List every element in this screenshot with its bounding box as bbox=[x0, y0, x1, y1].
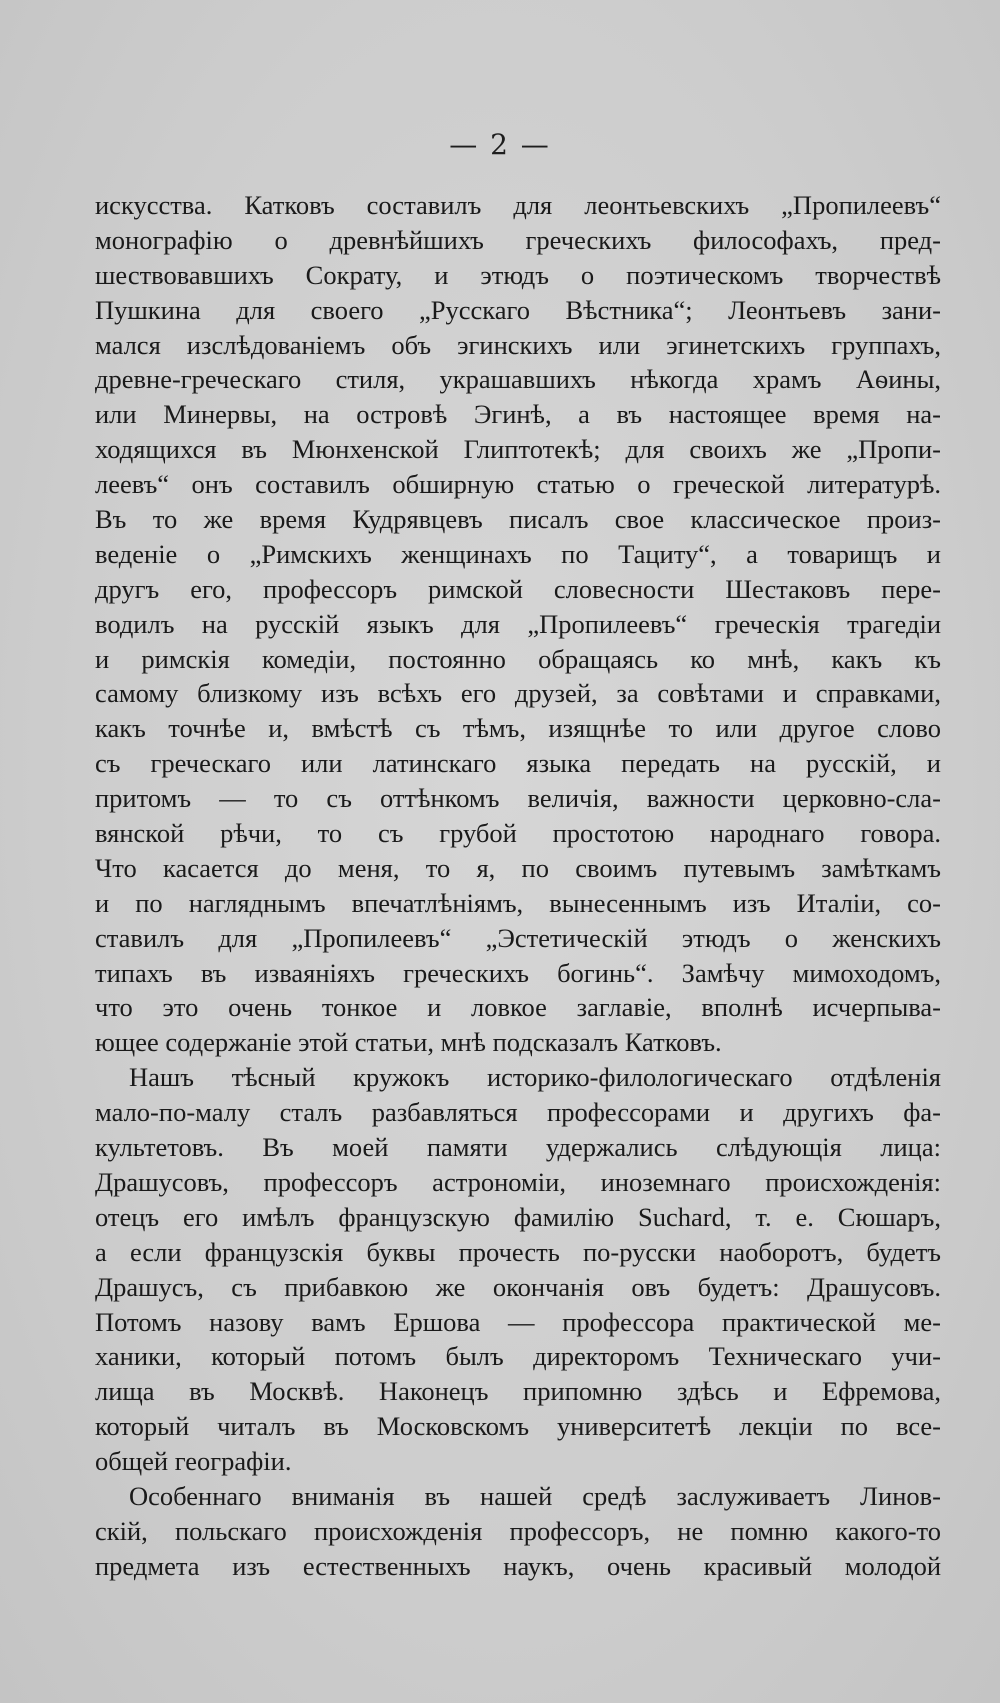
page-number: — 2 — bbox=[449, 128, 551, 161]
text-line: какъ точнѣе и, вмѣстѣ съ тѣмъ, изящнѣе то или другое слово bbox=[95, 713, 941, 744]
text-line: Драшусъ, съ прибавкою же окончанія овъ будетъ: Драшусовъ. bbox=[95, 1271, 941, 1302]
text-line: мало-по-малу сталъ разбавляться профессорами и другихъ фа- bbox=[95, 1097, 941, 1128]
text-line: ходящихся въ Мюнхенской Глиптотекѣ; для своихъ же „Пропи- bbox=[95, 434, 941, 465]
text-line: лища въ Москвѣ. Наконецъ припомню здѣсь и Ефремова, bbox=[95, 1376, 941, 1407]
text-line: общей географіи. bbox=[95, 1446, 292, 1477]
text-line: отецъ его имѣлъ французскую фамилію Suchard, т. е. Сюшаръ, bbox=[95, 1201, 941, 1232]
text-line: Потомъ назову вамъ Ершова — профессора практической ме- bbox=[95, 1306, 941, 1337]
body-text bbox=[95, 188, 941, 1584]
text-line: притомъ — то съ оттѣнкомъ величія, важности церковно-сла- bbox=[95, 783, 941, 814]
text-line: ханики, который потомъ былъ директоромъ Техническаго учи- bbox=[95, 1341, 941, 1372]
text-line: ставилъ для „Пропилеевъ“ „Эстетическій этюдъ о женскихъ bbox=[95, 922, 941, 953]
text-line: Драшусовъ, профессоръ астрономіи, иноземнаго происхожденія: bbox=[95, 1166, 941, 1197]
text-line: Въ то же время Кудрявцевъ писалъ свое классическое произ- bbox=[95, 504, 941, 535]
text-line: который читалъ въ Московскомъ университетѣ лекціи по все- bbox=[95, 1411, 941, 1442]
text-line: шествовавшихъ Сократу, и этюдъ о поэтическомъ творчествѣ bbox=[95, 259, 941, 290]
text-line: а если французскія буквы прочесть по-русски наоборотъ, будетъ bbox=[95, 1236, 941, 1267]
text-line: что это очень тонкое и ловкое заглавіе, вполнѣ исчерпыва- bbox=[95, 992, 941, 1023]
text-line: типахъ въ изваяніяхъ греческихъ богинь“. Замѣчу мимоходомъ, bbox=[95, 957, 941, 988]
text-line: другъ его, профессоръ римской словесности Шестаковъ пере- bbox=[95, 573, 941, 604]
text-line: мался изслѣдованіемъ объ эгинскихъ или эгинетскихъ группахъ, bbox=[95, 329, 941, 360]
text-line: самому близкому изъ всѣхъ его друзей, за совѣтами и справками, bbox=[95, 678, 941, 709]
text-line: и по нагляднымъ впечатлѣніямъ, вынесеннымъ изъ Италіи, со- bbox=[95, 887, 941, 918]
text-line: предмета изъ естественныхъ наукъ, очень красивый молодой bbox=[95, 1550, 941, 1581]
text-line: веденіе о „Римскихъ женщинахъ по Тациту“, а товарищъ и bbox=[95, 538, 941, 569]
text-line: скій, польскаго происхожденія профессоръ, не помню какого-то bbox=[95, 1515, 941, 1546]
text-line: Нашъ тѣсный кружокъ историко-филологическаго отдѣленія bbox=[129, 1062, 941, 1093]
text-line: леевъ“ онъ составилъ обширную статью о греческой литературѣ. bbox=[95, 469, 941, 500]
paragraph-2 bbox=[95, 1060, 941, 1479]
text-line: Что касается до меня, то я, по своимъ путевымъ замѣткамъ bbox=[95, 852, 941, 883]
text-line: вянской рѣчи, то съ грубой простотою народнаго говора. bbox=[95, 818, 941, 849]
text-line: съ греческаго или латинскаго языка передать на русскій, и bbox=[95, 748, 941, 779]
text-line: Пушкина для своего „Русскаго Вѣстника“; Леонтьевъ зани- bbox=[95, 294, 941, 325]
text-line: и римскія комедіи, постоянно обращаясь ко мнѣ, какъ къ bbox=[95, 643, 941, 674]
text-line: монографію о древнѣйшихъ греческихъ философахъ, пред- bbox=[95, 224, 941, 255]
text-line: искусства. Катковъ составилъ для леонтьевскихъ „Пропилеевъ“ bbox=[95, 190, 941, 220]
paragraph-3 bbox=[95, 1479, 941, 1584]
text-line: или Минервы, на островѣ Эгинѣ, а въ настоящее время на- bbox=[95, 399, 941, 430]
text-line: водилъ на русскій языкъ для „Пропилеевъ“ греческія трагедіи bbox=[95, 608, 941, 639]
text-line: Особеннаго вниманія въ нашей средѣ заслуживаетъ Линов- bbox=[129, 1480, 941, 1511]
text-line: древне-греческаго стиля, украшавшихъ нѣкогда храмъ Аѳины, bbox=[95, 364, 941, 395]
paragraph-1 bbox=[95, 188, 941, 1060]
text-line: культетовъ. Въ моей памяти удержались слѣдующія лица: bbox=[95, 1132, 941, 1163]
text-line: ющее содержаніе этой статьи, мнѣ подсказалъ Катковъ. bbox=[95, 1027, 722, 1058]
